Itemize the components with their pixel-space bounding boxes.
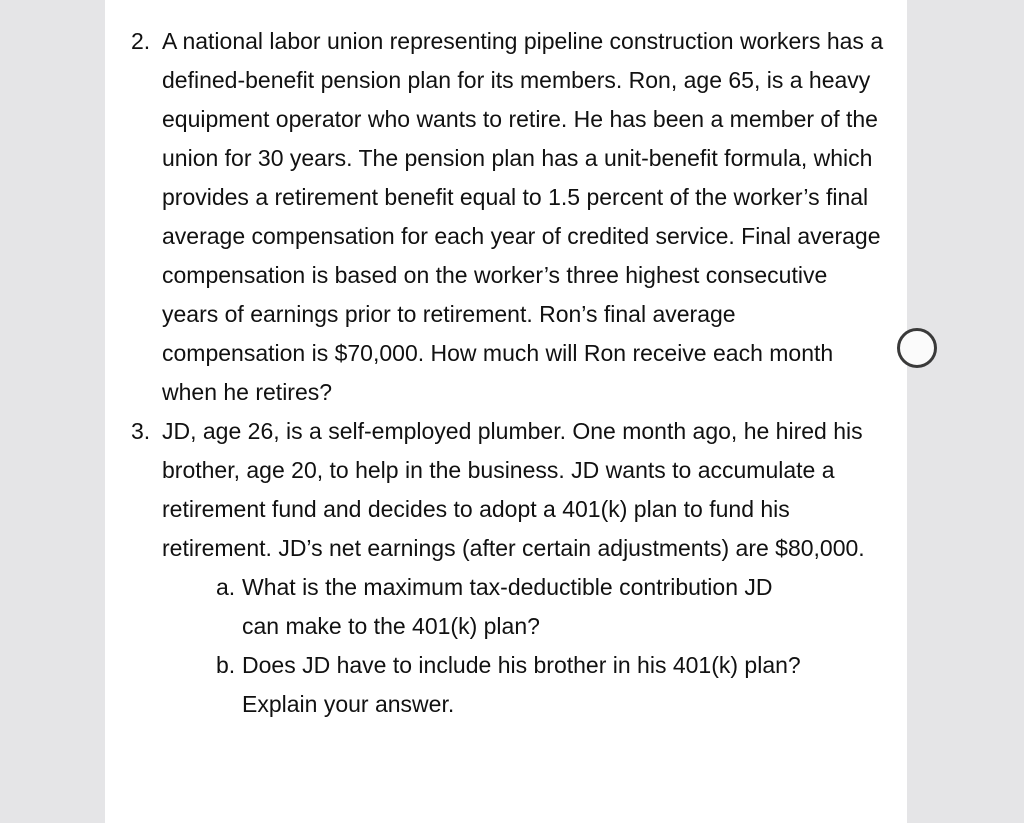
question-number: 2.	[131, 28, 151, 54]
question-item-2	[131, 22, 907, 412]
subquestion-item-b	[162, 646, 884, 724]
subquestion-letter: b.	[216, 652, 236, 678]
question-list	[105, 0, 907, 724]
subquestion-letter: a.	[216, 574, 236, 600]
question-text: JD, age 26, is a self-employed plumber. One month ago, he hired his brother, age 20, to help in the business. JD wants to accumulate a retirement fund and decides to adopt a 401(k) plan to fund his retirement. JD’s net earnings (after certain adjustments) are $80,000.	[162, 418, 865, 561]
question-number: 3.	[131, 418, 151, 444]
question-text: A national labor union representing pipeline construction workers has a defined-benefit pension plan for its members. Ron, age 65, is a heavy equipment operator who wants to retire. He has been a member of the union for 30 years. The pension plan has a unit-benefit formula, which provides a retirement benefit equal to 1.5 percent of the worker’s final average compensation for each year of credited service. Final average compensation is based on the worker’s three highest consecutive years of earnings prior to retirement. Ron’s final average compensation is $70,000. How much will Ron receive each month when he retires?	[162, 28, 884, 405]
question-item-3	[131, 412, 907, 724]
document-page	[105, 0, 907, 823]
subquestion-item-a	[162, 568, 884, 646]
page-edge-circle-icon[interactable]	[897, 328, 937, 368]
subquestion-text: What is the maximum tax-deductible contribution JD can make to the 401(k) plan?	[242, 574, 773, 639]
subquestion-text: Does JD have to include his brother in his 401(k) plan? Explain your answer.	[242, 652, 801, 717]
